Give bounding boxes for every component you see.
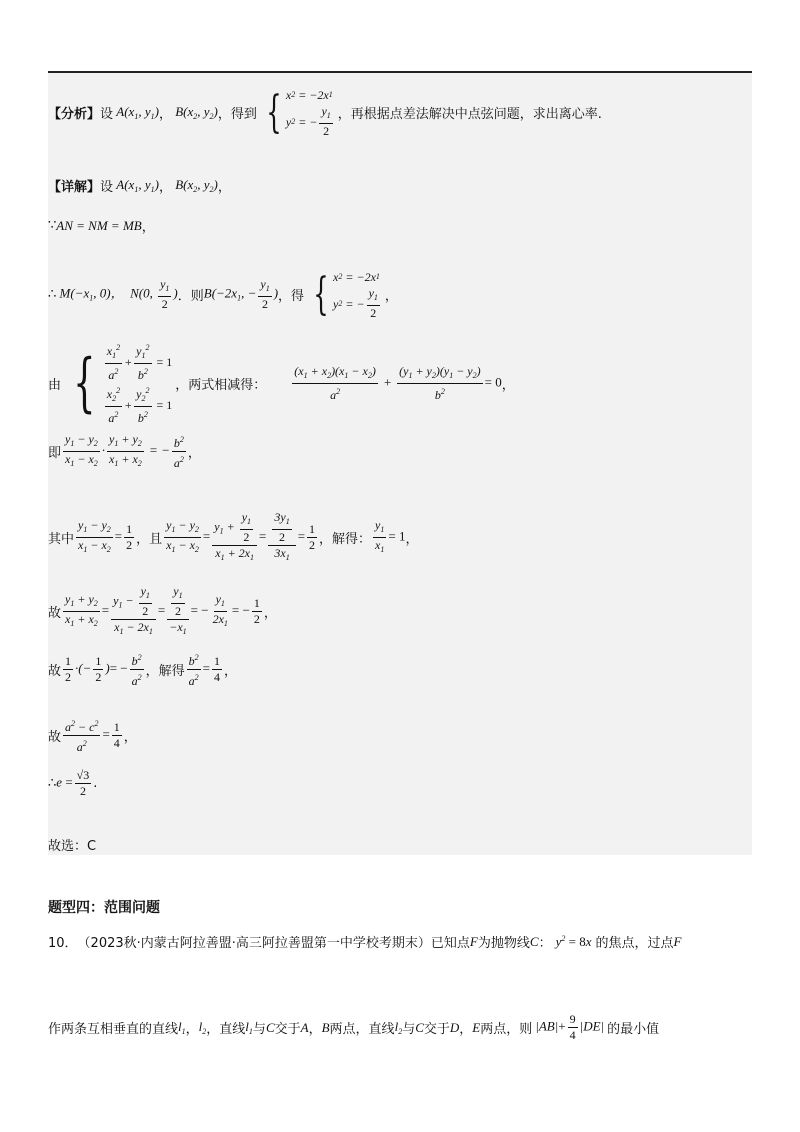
detail-line: 【详解】 设 $A(x_1$, $y_1$) ， $B(x_2$, $y_2$) ，	[48, 177, 231, 195]
analysis-label: 【分析】	[48, 107, 101, 122]
vector-equation: AN = NM = MB	[56, 217, 142, 233]
therefore-line: ∴ $M(-x_1$, 0)， N(0, $\frac{y_1}{2}$ ) ．则 $B(-2x_1$, − $\frac{y_1}{2}$ ) ，得 { x 2 = −2x 1 y 2 = − $\frac{y_1}{2}$ ，	[48, 268, 398, 320]
answer-choice: 故选：C	[48, 839, 97, 854]
question-number: 10．	[48, 936, 78, 951]
question-line-1: 10． （2023秋·内蒙古阿拉善盟·高三阿拉善盟第一中学校考期末） 已知点 F 为抛物线 C ： $y^2 = 8x$ 的焦点，过点 F	[48, 933, 682, 951]
so-line-3: 故 $\frac{a^2 - c^2}{a^2}$ = $\frac{1}{4}$ ，	[48, 716, 137, 755]
namely-line: 即 $\frac{y_1 - y_2}{x_1 - x_2}$ · $\frac{y_1 + y_2}{x_1 + x_2}$ = − $\frac{b^2}{a^2}$ ，	[48, 432, 201, 470]
detail-label: 【详解】	[48, 180, 101, 195]
point-b: $B(x_2$, $y_2$)	[171, 104, 218, 121]
so-line-2: 故 $\frac{1}{2}$ ·(− $\frac{1}{2}$ )= − $\frac{b^2}{a^2}$ ，解得 $\frac{b^2}{a^2}$ = $\frac{1}{4}$ ，	[48, 650, 237, 689]
where-line: 其中 $\frac{y_1 - y_2}{x_1 - x_2}$ = $\frac{1}{2}$ ，且 $\frac{y_1 - y_2}{x_1 - x_2}$ = $y_1$ + $\frac{y_1}{2}$ $x_1 + 2x_1$ = $\frac{\frac{3y_1}{2}}{3x_1}$ = $\frac{1}{2}$ ，解得： $\frac{y_1}{x_1}$ = 1 ，	[48, 510, 419, 562]
choice-line	[48, 835, 96, 854]
point-a: $A(x_1$, $y_1$)	[113, 104, 159, 121]
question-source: （2023秋·内蒙古阿拉善盟·高三阿拉善盟第一中学校考期末）	[77, 936, 431, 951]
question-line-2: 作两条互相垂直的直线 $l_1$ ， $l_2$ ，直线 $l_1$ 与 C 交于 A ， B 两点，直线 $l_2$ 与 C 交于 D ， E 两点，则 |AB|+ $\frac{9}{4}$ |DE| 的最小值	[48, 1012, 660, 1042]
eccentricity-line: ∴ e = $\frac{√3}{2}$ .	[48, 768, 98, 798]
equation-system: { x 2 = −2x 1 y 2 = − $\frac{y_1}{2}$	[266, 86, 333, 138]
analysis-line: 【分析】 设 $A(x_1$, $y_1$) ， $B(x_2$, $y_2$) ，得到 { x 2 = −2x 1 y 2 = − $\frac{y_1}{2}$ ，再根据点差法解决中点弦问题，求出离心率.	[48, 86, 602, 138]
section-heading: 题型四：范围问题	[48, 900, 160, 916]
vector-line: ∵ AN = NM = MB ，	[48, 217, 155, 235]
ellipse-system-line: 由 { $\frac{x_1^2}{a^2}$ + $\frac{y_1^2}{b^2}$ = 1 $\frac{x_2^2}{a^2}$ + $\frac{y_2^2}{b^2}$ = 1 ，两式相减得： $\frac{(x_1 + x_2)(x_1 - x_2)}{a^2}$ + $\frac{(y_1 + y_2)(y_1 - y_2)}{b^2}$ = 0 ，	[48, 340, 515, 426]
so-line-1: 故 $\frac{y_1 + y_2}{x_1 + x_2}$ = $y_1$ − $\frac{y_1}{2}$ $x_1 - 2x_1$ = $\frac{\frac{y_1}{2}}{-x_1}$ = − $\frac{y_1}{2x_1}$ = − $\frac{1}{2}$ ，	[48, 584, 277, 636]
